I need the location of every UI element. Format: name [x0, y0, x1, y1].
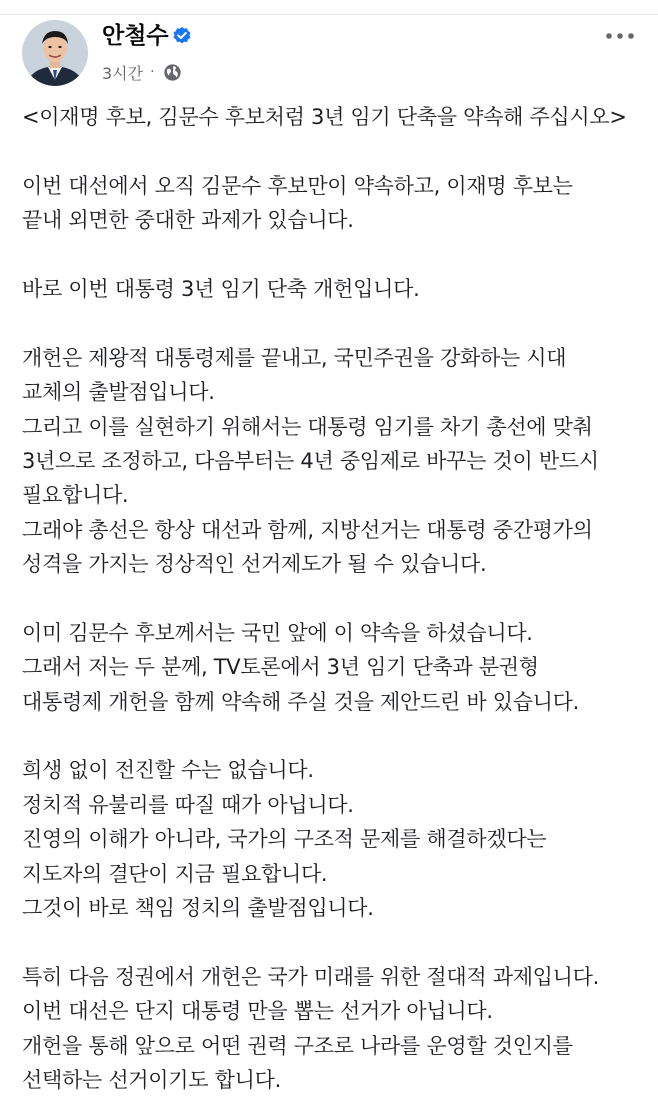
- post-paragraph: [22, 960, 650, 1098]
- more-options-icon: [605, 32, 635, 40]
- text-line: 그리고 이를 실현하기 위해서는 대통령 임기를 차기 총선에 맞춰: [22, 414, 593, 439]
- paragraph-gap: [22, 925, 650, 959]
- paragraph-gap: [22, 134, 650, 168]
- meta-separator: ·: [150, 64, 155, 80]
- text-line: 필요합니다.: [22, 483, 129, 508]
- text-line: 3년으로 조정하고, 다음부터는 4년 중임제로 바꾸는 것이 반드시: [22, 448, 599, 473]
- avatar-portrait-icon: [22, 20, 88, 86]
- post-paragraph: [22, 169, 650, 238]
- post-paragraph: [22, 272, 650, 306]
- text-line: 특히 다음 정권에서 개헌은 국가 미래를 위한 절대적 과제입니다.: [22, 964, 600, 989]
- post-paragraph: [22, 753, 650, 925]
- author-avatar[interactable]: [22, 20, 88, 86]
- text-line: 그래야 총선은 항상 대선과 함께, 지방선거는 대통령 중간평가의: [22, 517, 593, 542]
- text-line: <이재명 후보, 김문수 후보처럼 3년 임기 단축을 약속해 주십시오>: [22, 105, 627, 129]
- text-line: 그래서 저는 두 분께, TV토론에서 3년 임기 단축과 분권형: [22, 655, 539, 680]
- post-headline: [22, 100, 650, 134]
- post-meta: [102, 60, 182, 84]
- author-name[interactable]: 안철수: [102, 23, 169, 49]
- text-line: 개헌은 제왕적 대통령제를 끝내고, 국민주권을 강화하는 시대: [22, 345, 567, 370]
- text-line: 교체의 출발점입니다.: [22, 380, 215, 405]
- paragraph-gap: [22, 581, 650, 615]
- post-timestamp[interactable]: 3시간: [102, 63, 144, 83]
- text-line: 지도자의 결단이 지금 필요합니다.: [22, 861, 328, 886]
- verified-badge-icon: [172, 26, 192, 46]
- text-line: 진영의 이해가 아니라, 국가의 구조적 문제를 해결하겠다는: [22, 827, 547, 852]
- text-line: 희생 없이 전진할 수는 없습니다.: [22, 758, 314, 783]
- text-line: 바로 이번 대통령 3년 임기 단축 개헌입니다.: [22, 276, 420, 301]
- text-line: 대통령제 개헌을 함께 약속해 주실 것을 제안드린 바 있습니다.: [22, 689, 580, 714]
- text-line: 끝내 외면한 중대한 과제가 있습니다.: [22, 208, 354, 233]
- post-paragraph: [22, 616, 650, 719]
- text-line: 이번 대선은 단지 대통령 만을 뽑는 선거가 아닙니다.: [22, 999, 493, 1024]
- text-line: 그것이 바로 책임 정치의 출발점입니다.: [22, 895, 374, 920]
- paragraph-gap: [22, 238, 650, 272]
- more-options-button[interactable]: [602, 24, 638, 48]
- post-text: [22, 100, 650, 1097]
- text-line: 이번 대선에서 오직 김문수 후보만이 약속하고, 이재명 후보는: [22, 173, 573, 198]
- paragraph-gap: [22, 306, 650, 340]
- post-header: [22, 20, 642, 94]
- paragraph-gap: [22, 719, 650, 753]
- text-line: 개헌을 통해 앞으로 어떤 권력 구조로 나라를 운영할 것인지를: [22, 1033, 573, 1058]
- text-line: 성격을 가지는 정상적인 선거제도가 될 수 있습니다.: [22, 552, 487, 577]
- text-line: 선택하는 선거이기도 합니다.: [22, 1067, 281, 1092]
- text-line: 정치적 유불리를 따질 때가 아닙니다.: [22, 792, 354, 817]
- post-paragraph: [22, 341, 650, 582]
- text-line: 이미 김문수 후보께서는 국민 앞에 이 약속을 하셨습니다.: [22, 620, 533, 645]
- globe-icon[interactable]: [163, 63, 182, 82]
- top-divider: [0, 14, 658, 15]
